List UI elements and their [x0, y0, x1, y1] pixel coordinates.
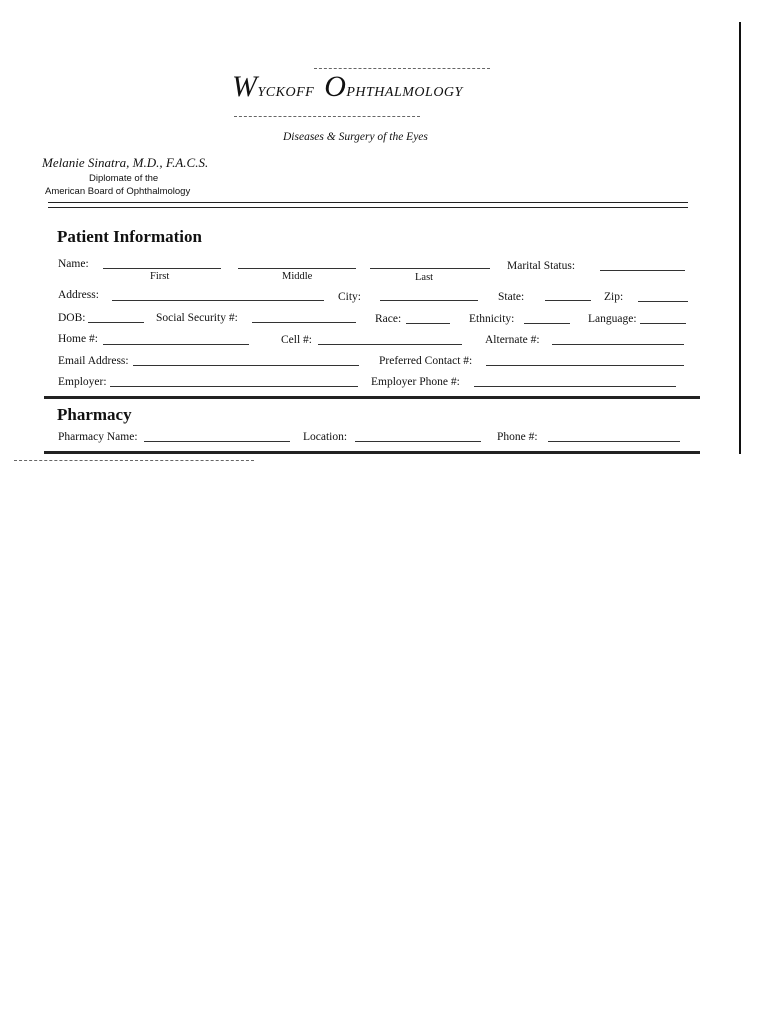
pharmacy-location-label: Location: [303, 431, 348, 443]
address-field[interactable] [112, 300, 324, 301]
logo-bottom-rule [234, 116, 420, 117]
name-label: Name: [58, 258, 89, 270]
preferred-contact-field[interactable] [486, 365, 684, 366]
pharmacy-name-label: Pharmacy Name: [58, 431, 138, 443]
logo-initial-o: O [324, 70, 347, 103]
bottom-scan-rule [14, 460, 254, 461]
employer-phone-label: Employer Phone #: [371, 376, 460, 388]
bottom-divider [44, 451, 700, 454]
pharmacy-phone-label: Phone #: [497, 431, 538, 443]
pharmacy-name-field[interactable] [144, 441, 290, 442]
pharmacy-location-field[interactable] [355, 441, 481, 442]
race-field[interactable] [406, 323, 450, 324]
dob-field[interactable] [88, 322, 144, 323]
city-field[interactable] [380, 300, 478, 301]
alternate-phone-label: Alternate #: [485, 334, 540, 346]
logo-word-1: YCKOFF [257, 85, 315, 100]
address-label: Address: [58, 289, 99, 301]
city-label: City: [338, 291, 362, 303]
first-name-field[interactable] [103, 268, 221, 269]
state-field[interactable] [545, 300, 591, 301]
pharmacy-title: Pharmacy [57, 405, 132, 424]
last-sublabel: Last [415, 272, 434, 283]
pharmacy-phone-field[interactable] [548, 441, 680, 442]
first-sublabel: First [150, 271, 170, 282]
practice-logo [232, 72, 463, 102]
header-divider-2 [48, 207, 688, 208]
doctor-name: Melanie Sinatra, M.D., F.A.C.S. [42, 155, 209, 170]
race-label: Race: [375, 313, 402, 325]
employer-field[interactable] [110, 386, 358, 387]
employer-phone-field[interactable] [474, 386, 676, 387]
marital-status-label: Marital Status: [507, 260, 576, 272]
home-phone-label: Home #: [58, 333, 98, 345]
alternate-phone-field[interactable] [552, 344, 684, 345]
ethnicity-field[interactable] [524, 323, 570, 324]
state-label: State: [498, 291, 525, 303]
logo-word-2: PHTHALMOLOGY [346, 85, 463, 100]
page-edge-bar [739, 22, 741, 454]
language-field[interactable] [640, 323, 686, 324]
employer-label: Employer: [58, 376, 107, 388]
zip-field[interactable] [638, 301, 688, 302]
logo-top-rule [314, 68, 490, 69]
practice-tagline: Diseases & Surgery of the Eyes [283, 131, 428, 143]
ssn-field[interactable] [252, 322, 356, 323]
ssn-label: Social Security #: [156, 312, 238, 324]
home-phone-field[interactable] [103, 344, 249, 345]
logo-initial-w: W [232, 70, 258, 103]
patient-info-title: Patient Information [57, 227, 202, 246]
middle-name-field[interactable] [238, 268, 356, 269]
middle-sublabel: Middle [282, 271, 313, 282]
ethnicity-label: Ethnicity: [469, 313, 515, 325]
zip-label: Zip: [604, 291, 624, 303]
language-label: Language: [588, 313, 637, 325]
diplomate-line-1: Diplomate of the [89, 173, 159, 184]
last-name-field[interactable] [370, 268, 490, 269]
email-label: Email Address: [58, 355, 129, 367]
header-divider-1 [48, 202, 688, 203]
dob-label: DOB: [58, 312, 86, 324]
section-divider [44, 396, 700, 399]
diplomate-line-2: American Board of Ophthalmology [45, 186, 191, 197]
cell-phone-field[interactable] [318, 344, 462, 345]
cell-phone-label: Cell #: [281, 334, 312, 346]
preferred-contact-label: Preferred Contact #: [379, 355, 473, 367]
email-field[interactable] [133, 365, 359, 366]
marital-status-field[interactable] [600, 270, 685, 271]
